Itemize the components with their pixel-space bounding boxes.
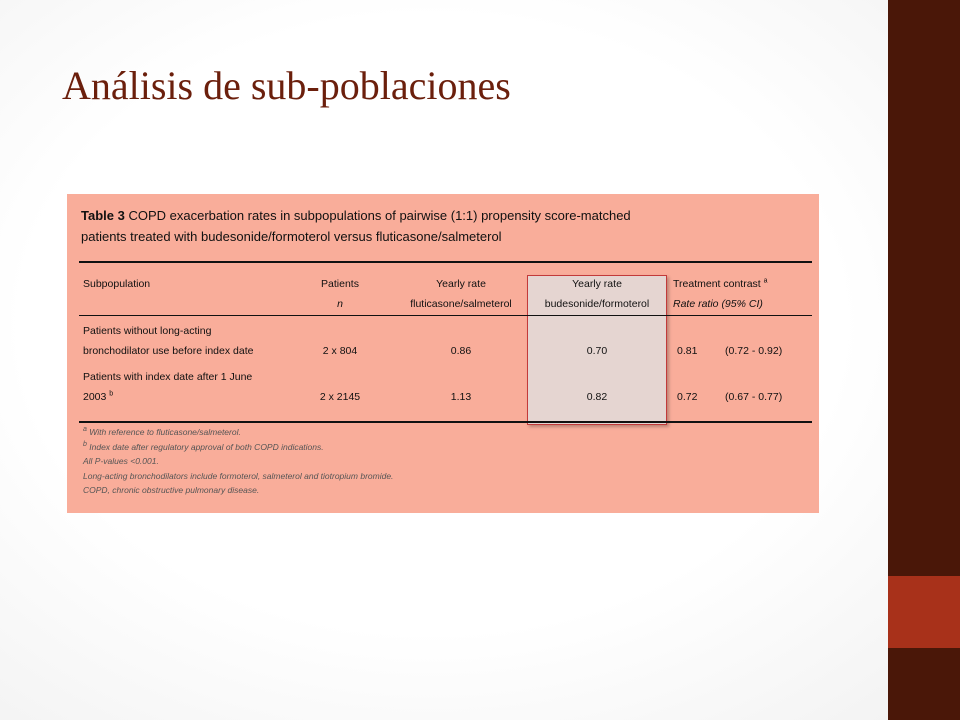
header-rate-fs-sub: fluticasone/salmeterol bbox=[410, 298, 512, 310]
footnote bbox=[83, 440, 393, 455]
footnote-text: All P-values <0.001. bbox=[83, 456, 159, 466]
row1-label-line1: Patients without long-acting bbox=[83, 325, 212, 337]
footnote-text: With reference to fluticasone/salmeterol. bbox=[86, 427, 241, 437]
footnote-text: COPD, chronic obstructive pulmonary disease. bbox=[83, 485, 260, 495]
row1-ratio: 0.81 bbox=[677, 345, 698, 357]
header-contrast-sub: Rate ratio (95% CI) bbox=[673, 298, 763, 310]
table-caption-line2: patients treated with budesonide/formoterol versus fluticasone/salmeterol bbox=[81, 229, 502, 244]
table-caption-label: Table 3 bbox=[81, 208, 125, 223]
row2-patients: 2 x 2145 bbox=[319, 391, 361, 403]
table-bottom-rule bbox=[79, 421, 812, 423]
table-header-rule bbox=[79, 315, 812, 316]
footnote bbox=[83, 425, 393, 440]
header-rate-fs: Yearly rate bbox=[436, 278, 486, 290]
row1-rate-fs: 0.86 bbox=[450, 345, 472, 357]
header-subpopulation: Subpopulation bbox=[83, 278, 151, 290]
row2-label-year: 2003 bbox=[83, 391, 107, 403]
sidebar-accent-block bbox=[888, 576, 960, 648]
row2-rate-bf: 0.82 bbox=[586, 391, 608, 403]
row1-ci: (0.72 - 0.92) bbox=[725, 345, 783, 357]
footnote-sup: b bbox=[83, 440, 87, 448]
row2-ci: (0.67 - 0.77) bbox=[725, 391, 783, 403]
row2-label-line1: Patients with index date after 1 June bbox=[83, 371, 253, 383]
footnote-text: Long-acting bronchodilators include formoterol, salmeterol and tiotropium bromide. bbox=[83, 470, 394, 481]
table-caption bbox=[81, 205, 801, 247]
footnote bbox=[83, 454, 393, 469]
row1-rate-bf: 0.70 bbox=[586, 345, 608, 357]
header-rate-bf: Yearly rate bbox=[572, 278, 622, 290]
row2-label-sup: b bbox=[109, 390, 114, 398]
header-rate-bf-sub: budesonide/formoterol bbox=[544, 298, 650, 310]
footnote-sup: a bbox=[83, 426, 87, 434]
header-contrast-sup: a bbox=[763, 277, 768, 285]
row2-ratio: 0.72 bbox=[677, 391, 698, 403]
row1-patients: 2 x 804 bbox=[322, 345, 358, 357]
table-top-rule bbox=[79, 261, 812, 263]
table-footnotes bbox=[83, 425, 393, 498]
footnote bbox=[83, 483, 393, 498]
table-caption-line1: COPD exacerbation rates in subpopulations of pairwise (1:1) propensity score-matched bbox=[124, 208, 631, 223]
header-patients: Patients bbox=[321, 278, 359, 290]
row2-rate-fs: 1.13 bbox=[450, 391, 472, 403]
footnote bbox=[83, 469, 393, 484]
header-contrast-label: Treatment contrast bbox=[673, 278, 761, 290]
row1-label-line2: bronchodilator use before index date bbox=[83, 345, 254, 357]
table-figure bbox=[67, 194, 819, 513]
footnote-text: Index date after regulatory approval of both COPD indications. bbox=[86, 441, 324, 452]
row2-label-line2 bbox=[83, 391, 113, 404]
header-patients-n: n bbox=[337, 298, 343, 310]
slide-title: Análisis de sub-poblaciones bbox=[62, 63, 511, 108]
header-contrast bbox=[673, 278, 768, 291]
